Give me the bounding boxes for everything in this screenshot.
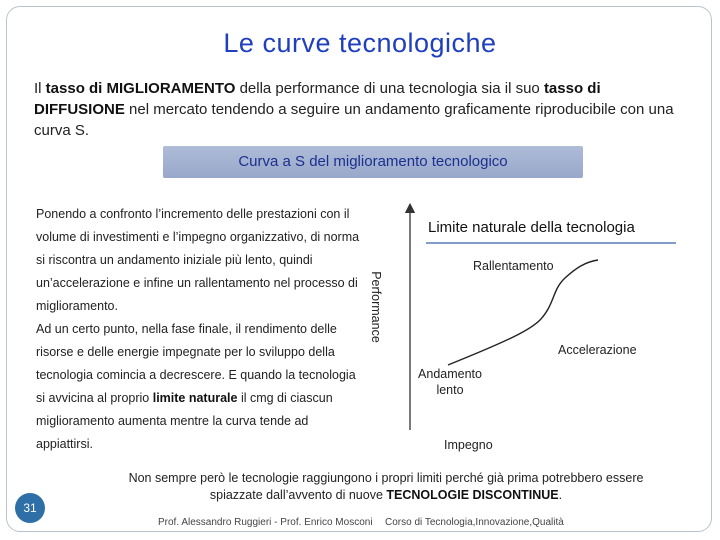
intro-bold-2: tasso di DIFFUSIONE <box>34 80 601 118</box>
s-curve-diagram <box>369 200 710 470</box>
intro-text-1: Il <box>34 80 46 97</box>
intro-text-2: della performance di una tecnologia sia il suo <box>235 80 544 97</box>
intro-text-3: nel mercato tendendo a seguire un andamento graficamente riproducibile con una curva S. <box>34 101 674 139</box>
body-text-2: Ad un certo punto, nella fase finale, il rendimento delle risorse e delle energie impegnate per lo sviluppo della tecnologia comincia a decrescere. E quando la tecnologia si avvicina al proprio <box>36 322 356 405</box>
note-bold: TECNOLOGIE DISCONTINUE <box>386 488 559 502</box>
note-text: Non sempre però le tecnologie raggiungono i propri limiti perché già prima potrebbero essere spiazzate dall’avvento di nuove <box>128 471 644 502</box>
page-title: Le curve tecnologiche <box>223 28 497 58</box>
body-bold: limite naturale <box>152 391 238 405</box>
limit-label: Limite naturale della tecnologia <box>428 219 635 236</box>
bottom-note <box>116 470 656 504</box>
x-axis-label: Impegno <box>444 438 493 452</box>
note-end: . <box>558 488 563 502</box>
acceleration-label: Accelerazione <box>558 343 637 357</box>
page-number-badge: 31 <box>15 493 45 523</box>
body-text-1: Ponendo a confronto l’incremento delle prestazioni con il volume di investimenti e l’impegno organizzativo, di norma si riscontra un andamento iniziale più lento, quindi un’accelerazione e infine un rallentamento nel processo di miglioramento. <box>36 207 360 313</box>
s-curve-svg <box>380 200 710 470</box>
footer-course: Corso di Tecnologia,Innovazione,Qualità <box>385 517 564 528</box>
y-axis-label: Performance <box>369 271 383 343</box>
body-text-3: il cmg di ciascun miglioramento aumenta mentre la curva tende ad appiattirsi. <box>36 391 333 451</box>
intro-bold-1: tasso di MIGLIORAMENTO <box>45 80 236 97</box>
section-banner: Curva a S del miglioramento tecnologico <box>163 146 583 178</box>
body-paragraph <box>36 203 366 456</box>
intro-paragraph <box>34 78 694 141</box>
slow-phase-label: Andamento lento <box>418 367 482 397</box>
footer-authors: Prof. Alessandro Ruggieri - Prof. Enrico Mosconi <box>158 517 373 528</box>
slowdown-label: Rallentamento <box>473 259 554 273</box>
